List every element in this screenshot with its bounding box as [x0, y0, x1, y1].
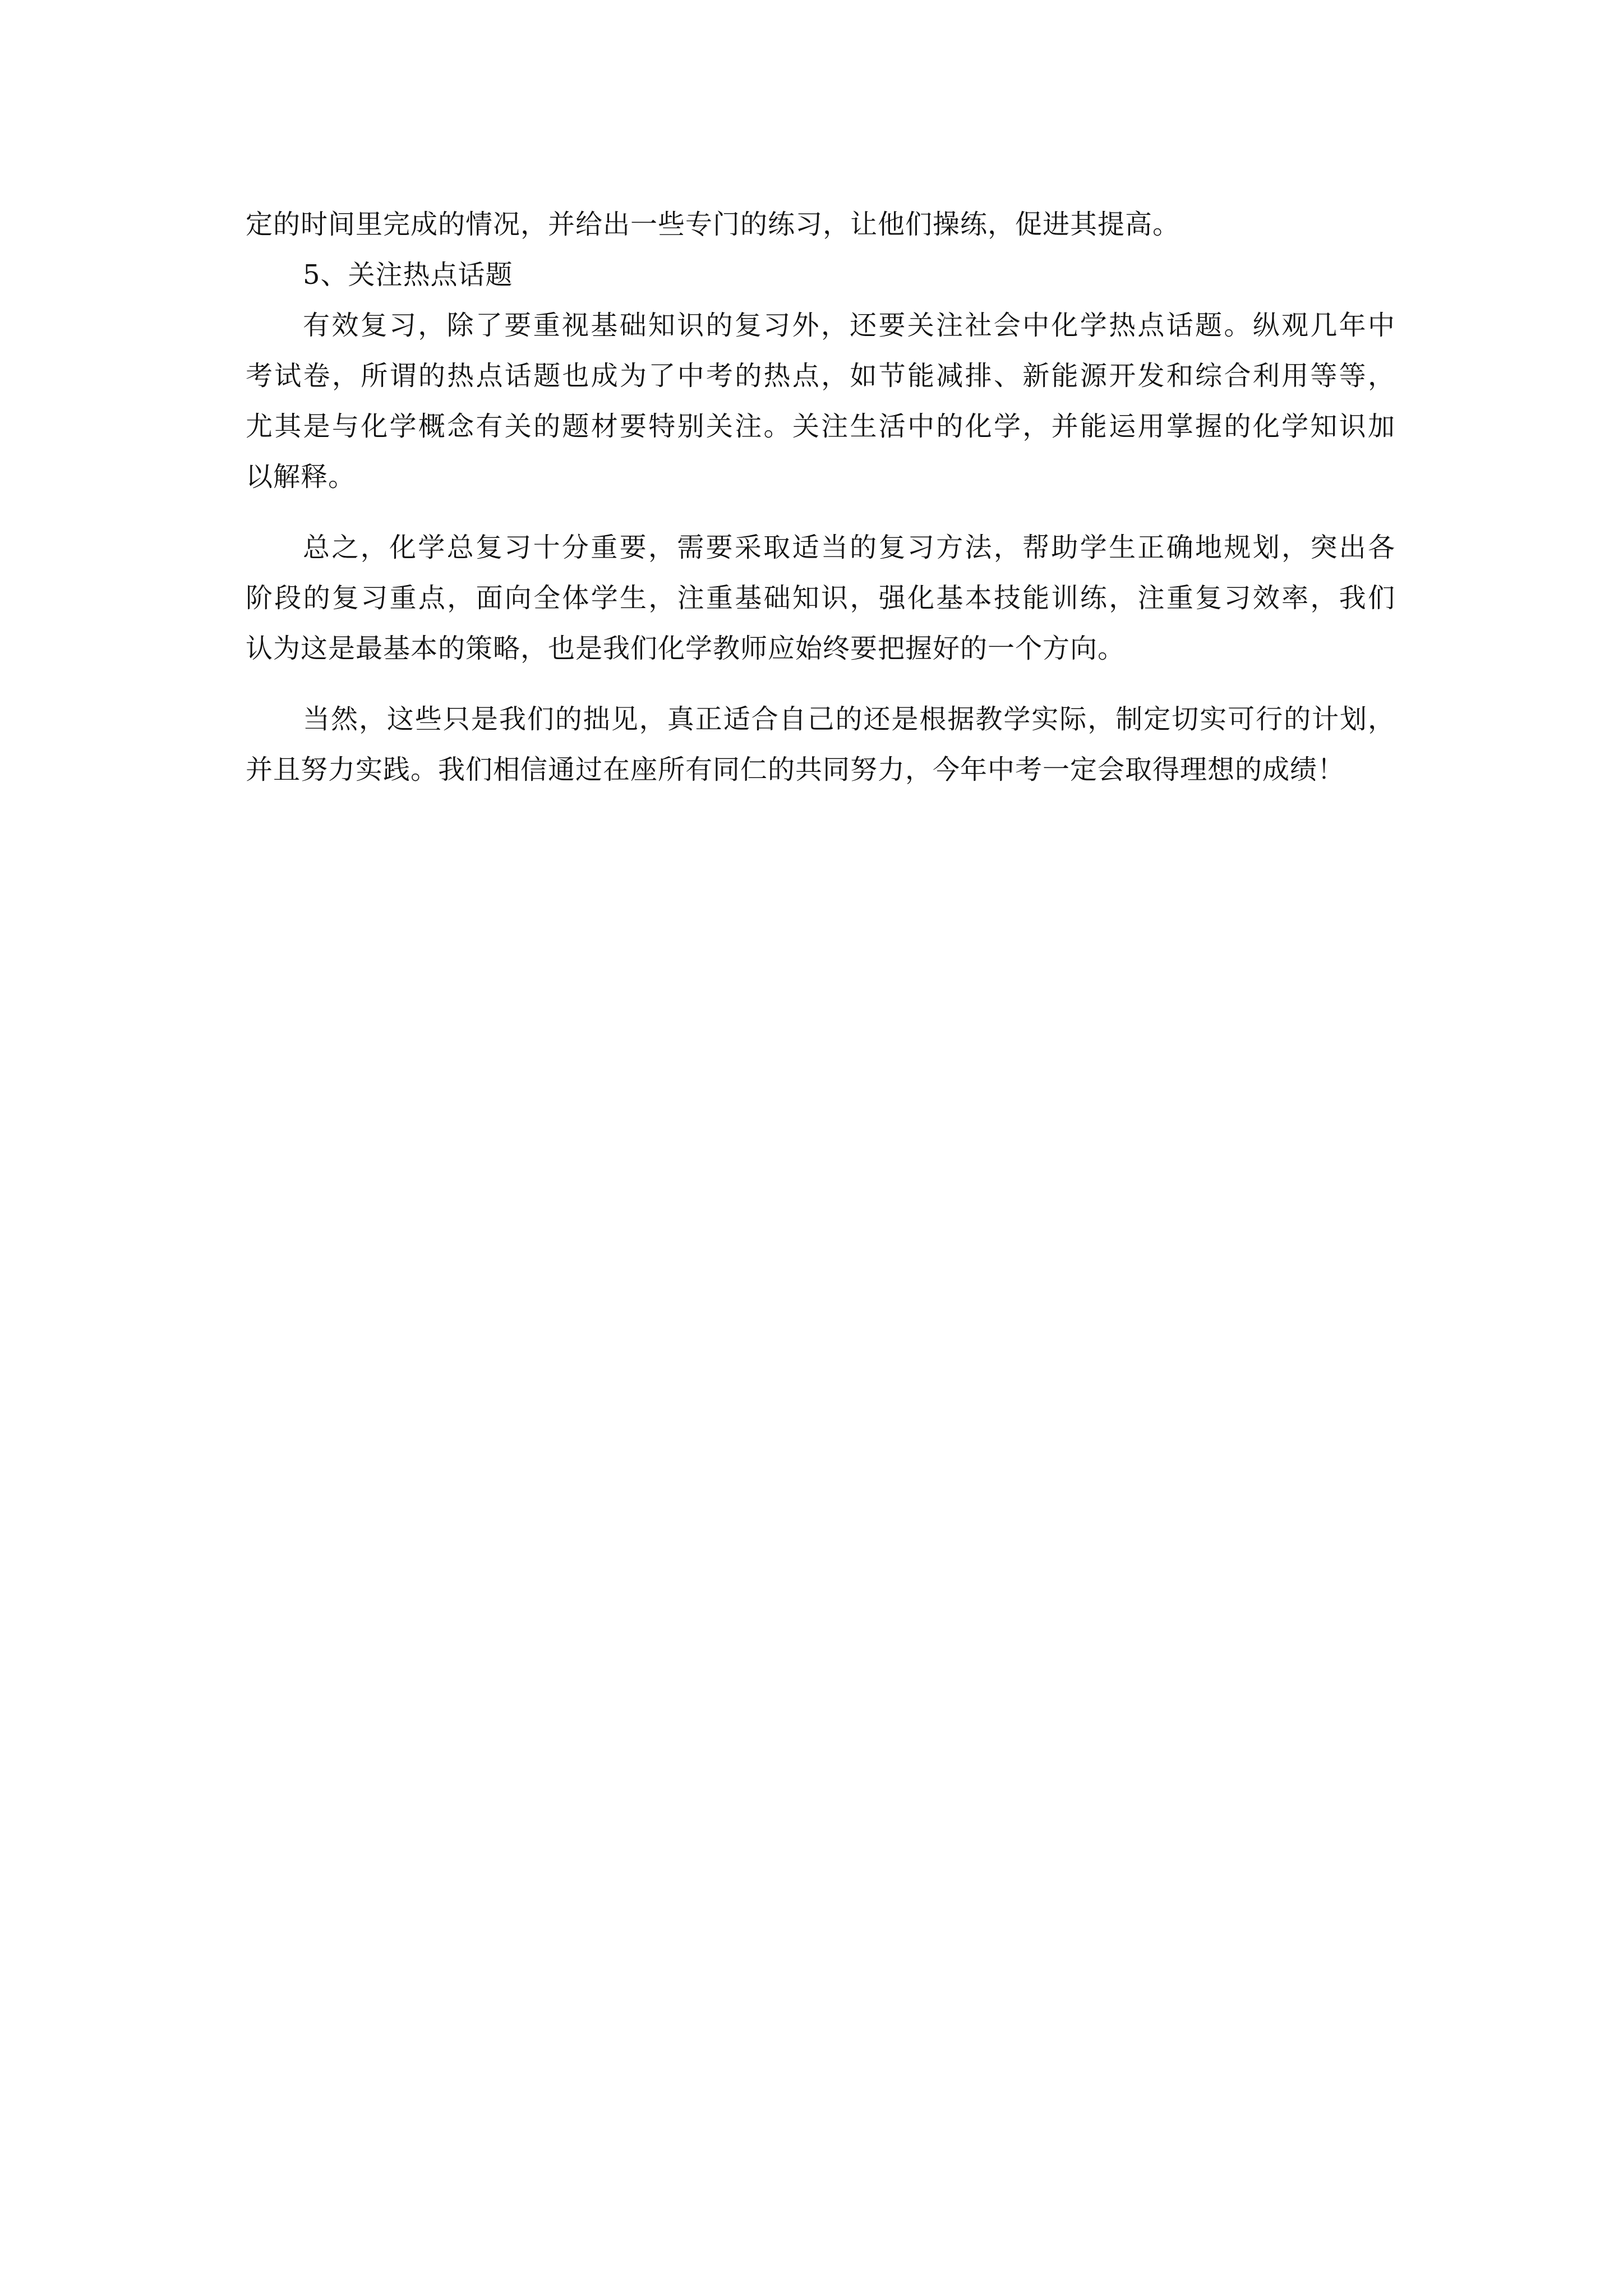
continuation-line: 定的时间里完成的情况，并给出一些专门的练习，让他们操练，促进其提高。: [246, 209, 1181, 240]
paragraph-line: 并且努力实践。我们相信通过在座所有同仁的共同努力，今年中考一定会取得理想的成绩！: [246, 754, 1345, 785]
paragraph-line: 尤其是与化学概念有关的题材要特别关注。关注生活中的化学，并能运用掌握的化学知识加: [246, 411, 1395, 442]
document-body: [246, 199, 1395, 795]
section-heading: 5、关注热点话题: [303, 259, 513, 291]
paragraph-line: 认为这是最基本的策略，也是我们化学教师应始终要把握好的一个方向。: [246, 633, 1126, 664]
paragraph-line: 当然，这些只是我们的拙见，真正适合自己的还是根据教学实际，制定切实可行的计划，: [303, 703, 1395, 735]
paragraph-summary: [246, 522, 1395, 674]
paragraph-conclusion: [246, 694, 1395, 795]
paragraph-hot-topics: [246, 300, 1395, 502]
paragraph-line: 考试卷，所谓的热点话题也成为了中考的热点，如节能减排、新能源开发和综合利用等等，: [246, 360, 1395, 392]
paragraph-line: 以解释。: [246, 461, 356, 493]
paragraph-line: 总之，化学总复习十分重要，需要采取适当的复习方法，帮助学生正确地规划，突出各: [303, 532, 1395, 563]
paragraph-line: 有效复习，除了要重视基础知识的复习外，还要关注社会中化学热点话题。纵观几年中: [303, 310, 1395, 341]
paragraph-line: 阶段的复习重点，面向全体学生，注重基础知识，强化基本技能训练，注重复习效率，我们: [246, 582, 1395, 614]
